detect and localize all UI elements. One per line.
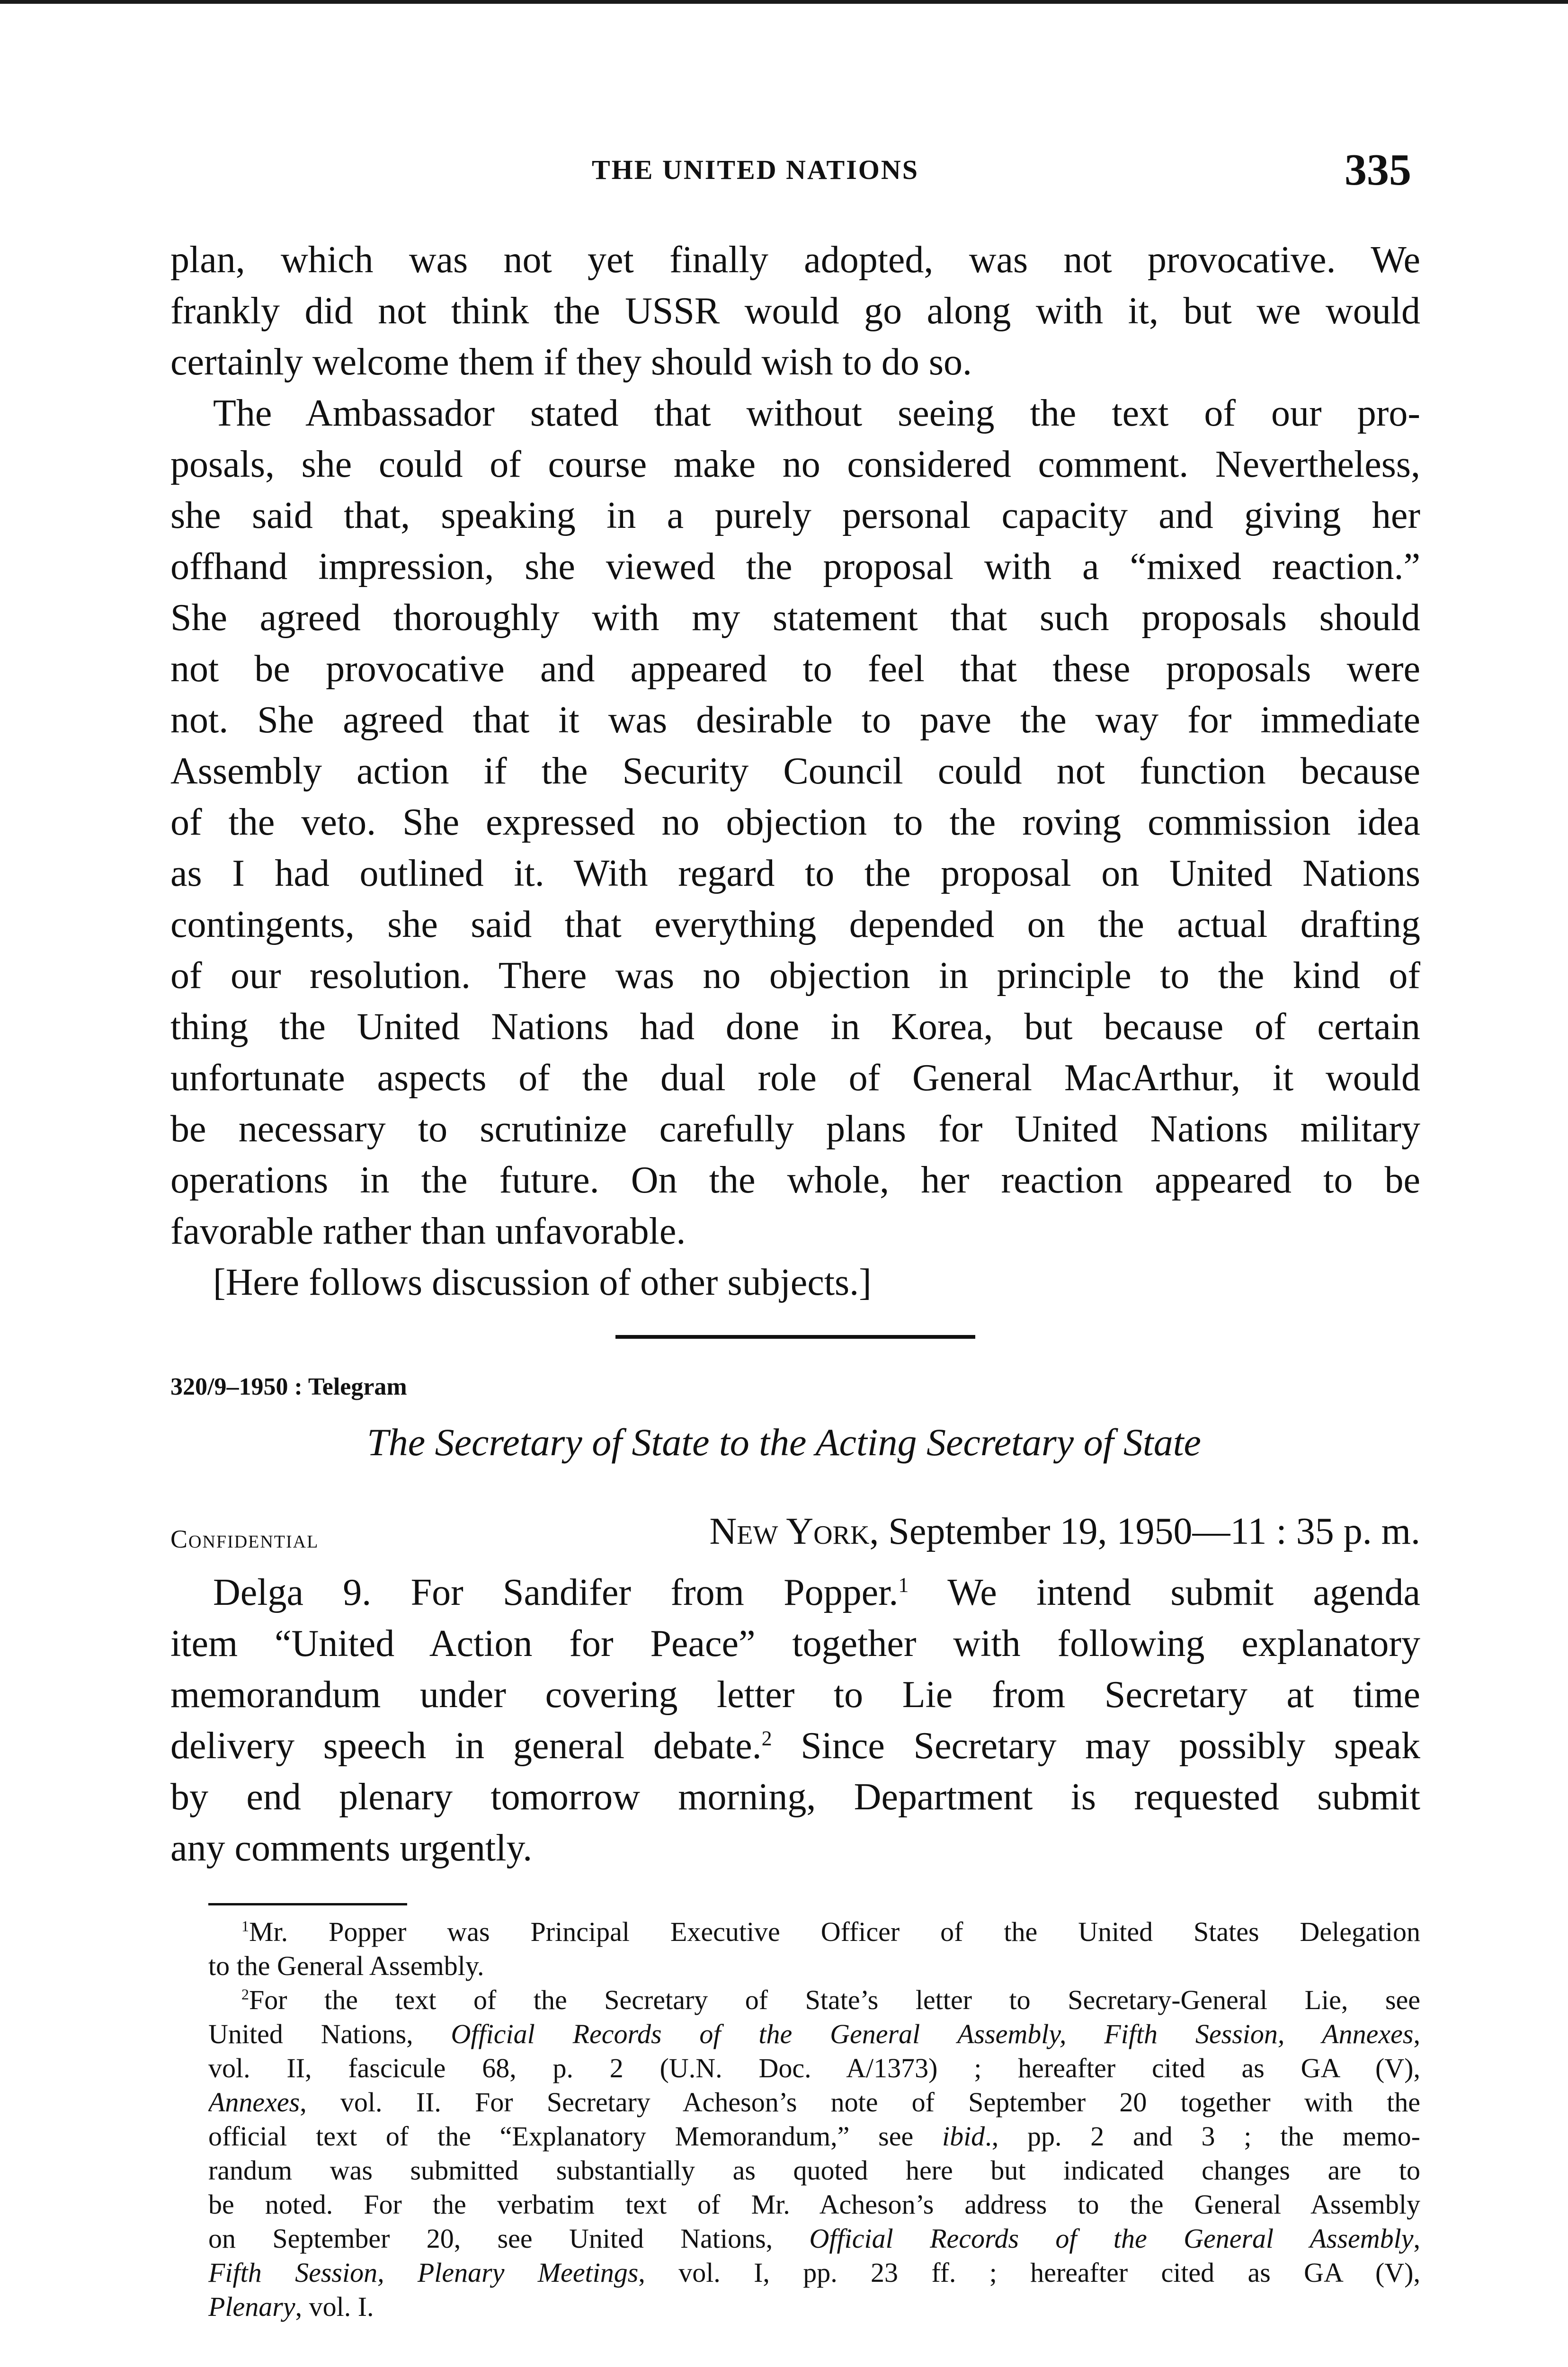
page-number: 335 [1345,145,1411,195]
footnote-ref-2: 2 [761,1726,772,1750]
classification: Confidential [170,1525,319,1553]
dateline-place: New York [709,1511,870,1552]
footnote-line: randum was submitted substantially as quoted here but indicated changes are to [208,2155,1420,2186]
footnote-line: to the General Assembly. [208,1950,484,1981]
section-divider [615,1335,975,1339]
footnote-italic: ibid [942,2121,985,2152]
footnote-run: United Nations, [208,2019,451,2049]
footnote-ref-1: 1 [898,1573,909,1597]
footnote-italic: Annexes [208,2087,300,2118]
running-head [0,135,1568,195]
footnote-line [208,2256,1420,2290]
text-run: Since Secretary may possibly speak [772,1725,1420,1767]
footnote-line [208,2085,1420,2119]
text-line: frankly did not think the USSR would go along with it, but we would [170,290,1420,332]
footnote-line [208,2222,1420,2256]
text-line: not. She agreed that it was desirable to pave the way for immediate [170,699,1420,741]
text-run: delivery speech in general debate. [170,1725,762,1767]
text-line: by end plenary tomorrow morning, Department is requested submit [170,1776,1420,1818]
text-line: she said that, speaking in a purely personal capacity and giving her [170,495,1420,536]
footnote-line [208,2017,1420,2051]
text-line: She agreed thoroughly with my statement that such proposals should [170,597,1420,639]
footnotes [208,1915,1420,2324]
text-line: be necessary to scrutinize carefully plans for United Nations military [170,1108,1420,1150]
text-line: favorable rather than unfavorable. [170,1210,686,1252]
footnote-italic: Official Records of the General Assembly, Fifth Session, Annexes [451,2019,1414,2049]
footnote-run: , vol. II. For Secretary Acheson’s note of September 20 together with the [300,2087,1420,2118]
footnote-run: , vol. I, pp. 23 ff. ; hereafter cited as GA (V), [638,2257,1420,2288]
document-title: The Secretary of State to the Acting Secretary of State [367,1421,1201,1464]
text-line: operations in the future. On the whole, her reaction appeared to be [170,1159,1420,1201]
text-line: posals, she could of course make no considered comment. Nevertheless, [170,444,1420,485]
footnote-mark: 1 [241,1918,249,1935]
footnote-run: ., pp. 2 and 3 ; the memo- [985,2121,1420,2152]
top-border [0,0,1568,4]
footnote-mark: 2 [241,1986,249,2003]
text-line: any comments urgently. [170,1827,533,1869]
footnote-run: official text of the “Explanatory Memorandum,” see [208,2121,942,2152]
file-reference: 320/9–1950 : Telegram [170,1373,407,1400]
text-line: Assembly action if the Security Council could not function because [170,750,1420,792]
text-line: memorandum under covering letter to Lie from Secretary at time [170,1674,1420,1716]
classification-dateline [170,1510,1420,1562]
footnote-run: , [1413,2019,1420,2049]
footnote-italic: Fifth Session, Plenary Meetings [208,2257,639,2288]
body-upper [170,234,1420,1308]
text-run: Delga 9. For Sandifer from Popper. [213,1572,899,1613]
text-line: offhand impression, she viewed the proposal with a “mixed reaction.” [170,546,1420,587]
footnote-italic: Official Records of the General Assembly [809,2223,1414,2254]
footnote-italic: Plenary [208,2291,295,2322]
dateline-time: , September 19, 1950—11 : 35 p. m. [869,1511,1420,1552]
text-line [170,1567,1420,1618]
text-line: as I had outlined it. With regard to the proposal on United Nations [170,853,1420,894]
running-title: THE UNITED NATIONS [592,154,919,185]
text-run: We intend submit agenda [909,1572,1420,1613]
footnote-run: , [1413,2223,1420,2254]
footnote-run: , vol. I. [295,2291,374,2322]
dateline [710,1510,1420,1553]
footnote-line: be noted. For the verbatim text of Mr. Acheson’s address to the General Assembly [208,2189,1420,2220]
text-line: of the veto. She expressed no objection to the roving commission idea [170,801,1420,843]
text-line: thing the United Nations had done in Korea, but because of certain [170,1006,1420,1048]
text-line: of our resolution. There was no objection in principle to the kind of [170,955,1420,997]
footnote-run: on September 20, see United Nations, [208,2223,810,2254]
text-line: The Ambassador stated that without seeing the text of our pro- [213,392,1420,434]
body-lower [170,1567,1420,1874]
text-line [170,1720,1420,1771]
footnote-line: vol. II, fascicule 68, p. 2 (U.N. Doc. A/1373) ; hereafter cited as GA (V), [208,2053,1420,2083]
text-line: contingents, she said that everything depended on the actual drafting [170,904,1420,945]
footnote-divider [208,1903,407,1905]
text-line: [Here follows discussion of other subjects.] [213,1262,872,1303]
footnote-text: Mr. Popper was Principal Executive Officer of the United States Delegation [249,1916,1420,1947]
footnote-2 [208,1983,1420,2017]
text-line: item “United Action for Peace” together with following explanatory [170,1623,1420,1664]
footnote-line [208,2119,1420,2153]
footnote-1 [208,1915,1420,1949]
text-line: certainly welcome them if they should wish to do so. [170,341,972,383]
text-line: plan, which was not yet finally adopted, was not provocative. We [170,239,1420,281]
footnote-line [208,2290,1420,2324]
text-line: not be provocative and appeared to feel that these proposals were [170,648,1420,690]
text-line: unfortunate aspects of the dual role of General MacArthur, it would [170,1057,1420,1099]
footnote-text: For the text of the Secretary of State’s letter to Secretary-General Lie, see [249,1984,1420,2015]
